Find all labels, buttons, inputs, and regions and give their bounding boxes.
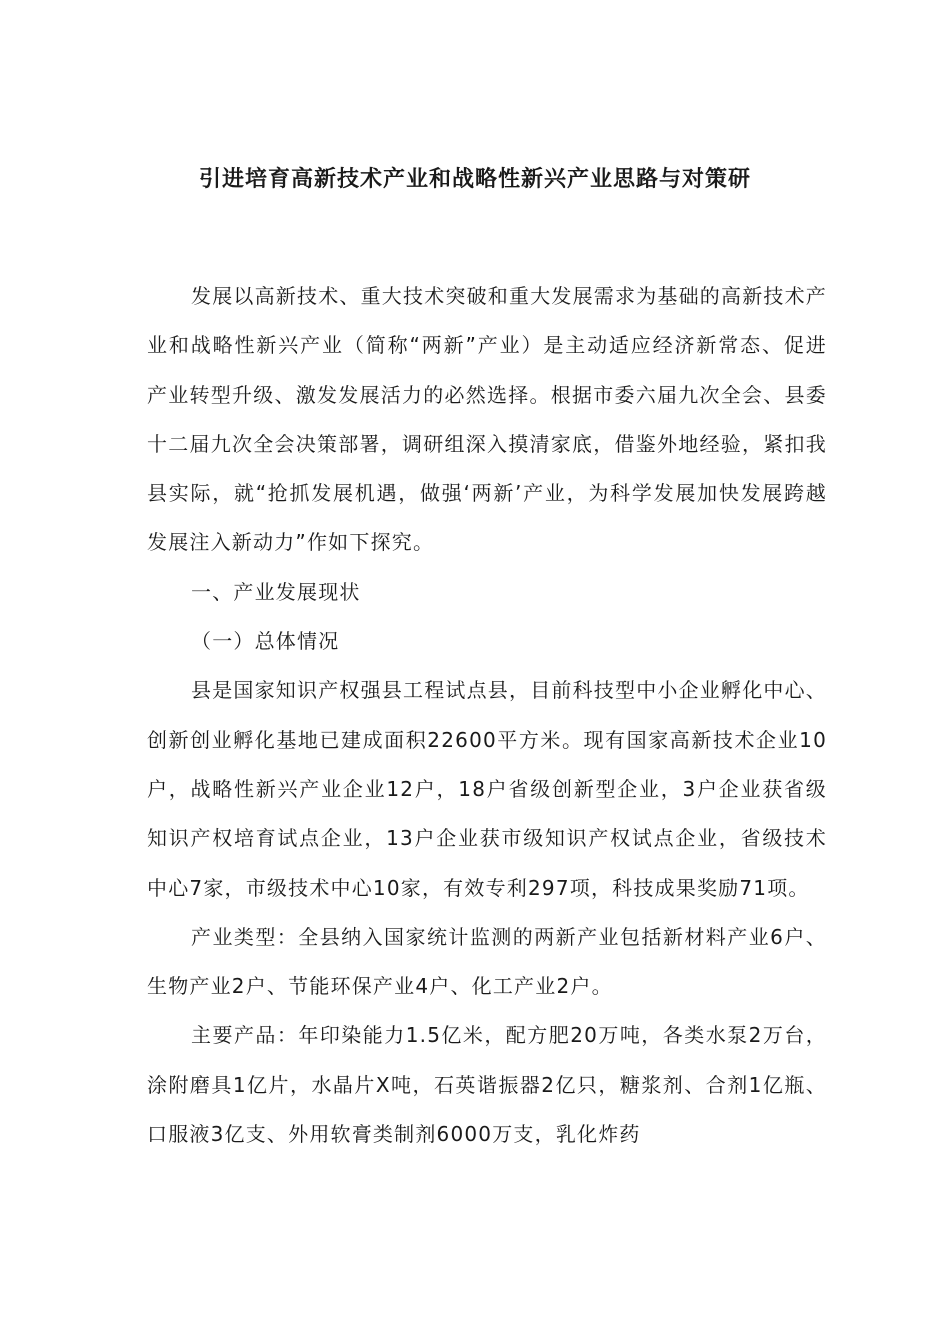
subsection-heading-1: （一）总体情况 <box>191 629 340 654</box>
section-heading-1: 一、产业发展现状 <box>191 579 361 604</box>
industry-types-paragraph: 产业类型：全县纳入国家统计监测的两新产业包括新材料产业6户、生物产业2户、节能环保产业4户、化工产业2户。 <box>147 924 827 999</box>
overview-paragraph: 县是国家知识产权强县工程试点县，目前科技型中小企业孵化中心、创新创业孵化基地已建成面积22600平方米。现有国家高新技术企业10户，战略性新兴产业企业12户，18户省级创新型企业，3户企业获省级知识产权培育试点企业，13户企业获市级知识产权试点企业，省级技术中心7家，市级技术中心10家，有效专利297项，科技成果奖励71项。 <box>147 678 827 900</box>
document-title: 引进培育高新技术产业和战略性新兴产业思路与对策研 <box>198 167 751 192</box>
main-products-paragraph: 主要产品：年印染能力1.5亿米，配方肥20万吨，各类水泵2万台，涂附磨具1亿片，水晶片X吨，石英谐振器2亿只，糖浆剂、合剂1亿瓶、口服液3亿支、外用软膏类制剂6000万支，乳化炸药 <box>147 1023 827 1147</box>
intro-paragraph: 发展以高新技术、重大技术突破和重大发展需求为基础的高新技术产业和战略性新兴产业（简称“两新”产业）是主动适应经济新常态、促进产业转型升级、激发发展活力的必然选择。根据市委六届九次全会、县委十二届九次全会决策部署，调研组深入摸清家底，借鉴外地经验，紧扣我县实际，就“抢抓发展机遇，做强‘两新’产业，为科学发展加快发展跨越发展注入新动力”作如下探究。 <box>147 284 827 555</box>
document-body <box>147 272 827 1159</box>
